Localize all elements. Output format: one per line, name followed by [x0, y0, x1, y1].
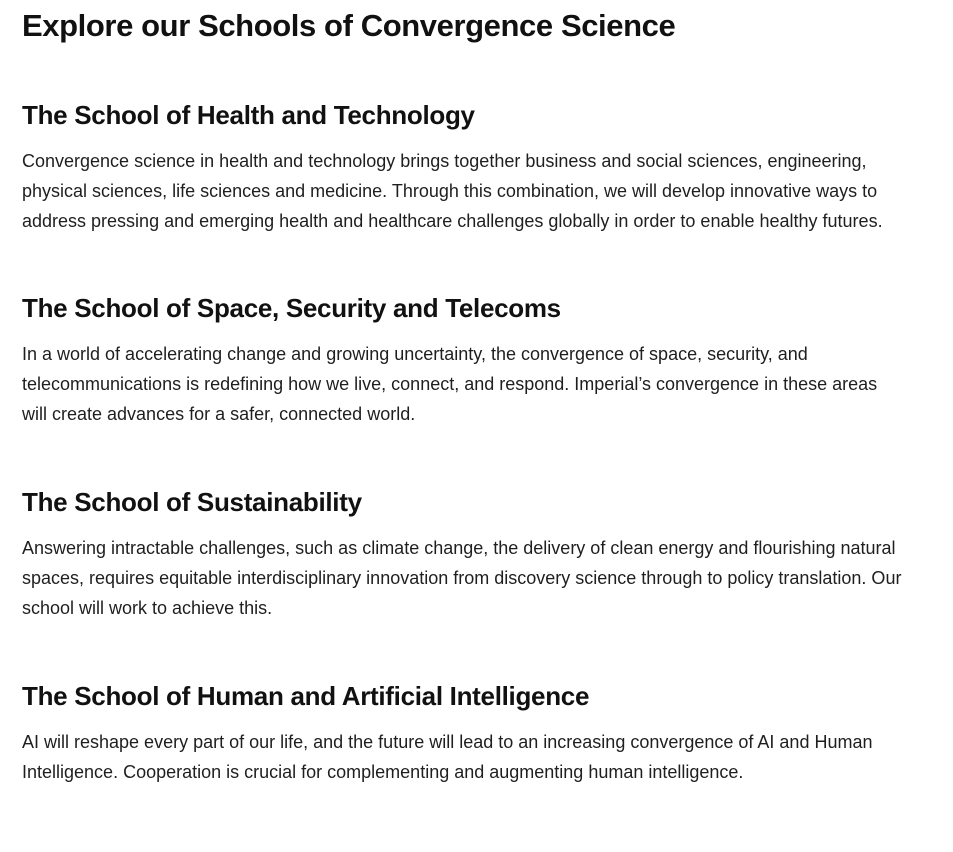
school-description: Convergence science in health and technology brings together business and social sciences, engineering, physical sciences, life sciences and medicine. Through this combination, we will develop innovative ways to address pressing and emerging health and healthcare challenges globally in order to enable healthy futures. [22, 151, 883, 231]
school-heading: The School of Sustainability [22, 487, 362, 517]
school-human-artificial-intelligence [22, 623, 953, 787]
school-health-technology [22, 46, 953, 236]
school-sustainability [22, 429, 953, 623]
school-heading: The School of Space, Security and Telecoms [22, 293, 561, 323]
school-description: In a world of accelerating change and growing uncertainty, the convergence of space, security, and telecommunications is redefining how we live, connect, and respond. Imperial’s convergence in these areas will create advances for a safer, connected world. [22, 344, 878, 424]
school-description: AI will reshape every part of our life, and the future will lead to an increasing convergence of AI and Human Intelligence. Cooperation is crucial for complementing and augmenting human intelligence. [22, 732, 873, 782]
page-title: Explore our Schools of Convergence Science [22, 8, 676, 43]
school-description: Answering intractable challenges, such as climate change, the delivery of clean energy and flourishing natural spaces, requires equitable interdisciplinary innovation from discovery science through to policy translation. Our school will work to achieve this. [22, 538, 902, 618]
school-space-security-telecoms [22, 236, 953, 429]
school-heading: The School of Health and Technology [22, 100, 475, 130]
school-heading: The School of Human and Artificial Intelligence [22, 681, 590, 711]
